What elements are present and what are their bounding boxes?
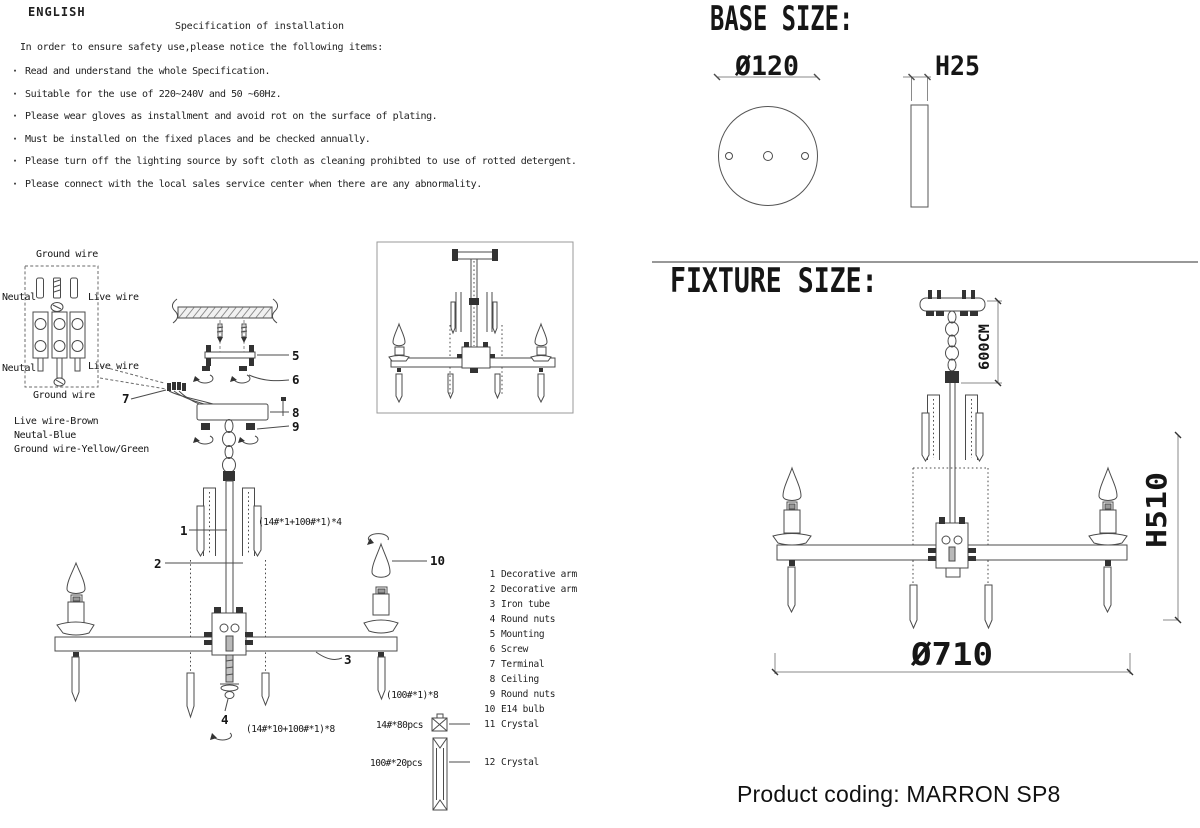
neutral-top-label: Neutal — [2, 292, 36, 303]
language-label: ENGLISH — [28, 5, 86, 19]
screws — [193, 366, 250, 383]
part-label: Decorative arm — [501, 584, 577, 596]
part-label: Round nuts — [501, 689, 556, 701]
part-row — [470, 567, 577, 582]
base-size-heading — [710, 0, 915, 39]
part-row — [470, 657, 577, 672]
spec-intro: In order to ensure safety use,please notice the following items: — [20, 42, 383, 53]
base-height-label: H25 — [935, 51, 980, 82]
safety-item: · Suitable for the use of 220~240V and 50 ~60Hz. — [12, 84, 576, 107]
fixture-size-diagram — [650, 255, 1200, 700]
callout-7: 7 — [122, 391, 130, 406]
part-label: Ceiling — [501, 674, 539, 686]
callout-9: 9 — [292, 419, 300, 434]
callout-3: 3 — [344, 652, 352, 667]
part-row — [470, 627, 577, 642]
safety-item: · Please connect with the local sales service center when there are any abnormality. — [12, 174, 576, 197]
part-number: 7 — [489, 659, 495, 671]
callout-10: 10 — [430, 553, 446, 568]
part-label: Iron tube — [501, 599, 550, 611]
safety-item: · Please turn off the lighting source by soft cloth as cleaning prohibted to use of rotted detergent. — [12, 151, 576, 174]
safety-bullet-list — [12, 61, 576, 197]
part-row — [470, 702, 577, 717]
fixture-width-label: Ø710 — [909, 637, 993, 673]
part-label: Mounting — [501, 629, 545, 641]
part-label: Crystal — [501, 757, 539, 769]
chain-drop-label: 600CM — [977, 327, 993, 370]
part-label: Round nuts — [501, 614, 556, 626]
crystal-parts — [370, 714, 470, 810]
callout-6: 6 — [292, 372, 300, 387]
fixture-size-heading-text: FIXTURE SIZE: — [670, 261, 878, 301]
chandelier-exploded-diagram — [55, 481, 445, 740]
left-candle — [57, 563, 94, 701]
mounting-bracket — [205, 345, 255, 366]
part-label: Crystal — [501, 719, 539, 731]
part-label: Decorative arm — [501, 569, 577, 580]
ceiling-plate — [197, 404, 268, 420]
part-row — [470, 755, 577, 770]
right-candle — [1089, 468, 1127, 612]
part-row — [470, 642, 577, 657]
callout-8: 8 — [292, 405, 300, 420]
neutral-bottom-label: Neutal — [2, 363, 36, 374]
hanging-chain — [223, 420, 236, 482]
inset-assembled-view — [377, 242, 573, 413]
part-row — [470, 612, 577, 627]
part-label: Terminal — [501, 659, 545, 671]
part-number: 6 — [489, 644, 495, 656]
anchor-screws — [217, 324, 247, 343]
qty-lower-label: (14#*10+100#*1)*8 — [246, 724, 335, 735]
part-number: 2 — [489, 584, 495, 596]
qty-right-label: (100#*1)*8 — [386, 690, 439, 701]
part-label: Screw — [501, 644, 529, 656]
left-candle — [773, 468, 811, 612]
part-number: 8 — [489, 674, 495, 686]
spec-title: Specification of installation — [175, 21, 344, 32]
legend-live: Live wire-Brown — [14, 416, 99, 427]
part-row — [470, 582, 577, 597]
part-row — [470, 597, 577, 612]
part-row — [470, 687, 577, 702]
crystal-small-qty: 14#*80pcs — [376, 720, 423, 731]
part-number: 1 — [489, 569, 495, 580]
safety-item: · Please wear gloves as installment and avoid rot on the surface of plating. — [12, 106, 576, 129]
product-coding: Product coding: MARRON SP8 — [737, 781, 1061, 807]
fixture-front-view — [772, 290, 1181, 675]
safety-item: · Read and understand the whole Specification. — [12, 61, 576, 84]
safety-item: · Must be installed on the fixed places and be checked annually. — [12, 129, 576, 152]
right-candle-bulb — [364, 534, 398, 699]
callout-5: 5 — [292, 348, 300, 363]
live-bottom-label: Live wire — [88, 361, 139, 372]
base-size-diagram — [690, 35, 1020, 220]
part-row — [470, 717, 577, 732]
ground-wire-top-label: Ground wire — [36, 249, 98, 260]
fixture-height-label: H510 — [1140, 480, 1173, 548]
part-number: 5 — [489, 629, 495, 641]
base-size-heading-text: BASE SIZE: — [710, 0, 854, 39]
part-number: 3 — [489, 599, 495, 611]
part-label: E14 bulb — [501, 704, 545, 716]
part-number: 11 — [484, 719, 495, 731]
part-number: 9 — [489, 689, 495, 701]
wiring-terminal-diagram — [2, 249, 166, 455]
ground-wire-bottom-label: Ground wire — [33, 390, 95, 401]
bottom-finial — [220, 655, 239, 711]
callout-4: 4 — [221, 712, 229, 727]
part-row — [470, 672, 577, 687]
base-diameter-label: Ø120 — [734, 51, 799, 82]
legend-ground: Ground wire-Yellow/Green — [14, 444, 149, 455]
legend-neutral: Neutal-Blue — [14, 430, 76, 441]
qty-upper-label: (14#*1+100#*1)*4 — [258, 517, 342, 528]
callout-1: 1 — [180, 523, 188, 538]
part-number: 4 — [489, 614, 495, 626]
crystal-large-qty: 100#*20pcs — [370, 758, 423, 769]
live-top-label: Live wire — [88, 292, 139, 303]
parts-list — [470, 567, 577, 770]
part-number: 10 — [484, 704, 495, 716]
part-number: 12 — [484, 757, 495, 769]
callout-2: 2 — [154, 556, 162, 571]
